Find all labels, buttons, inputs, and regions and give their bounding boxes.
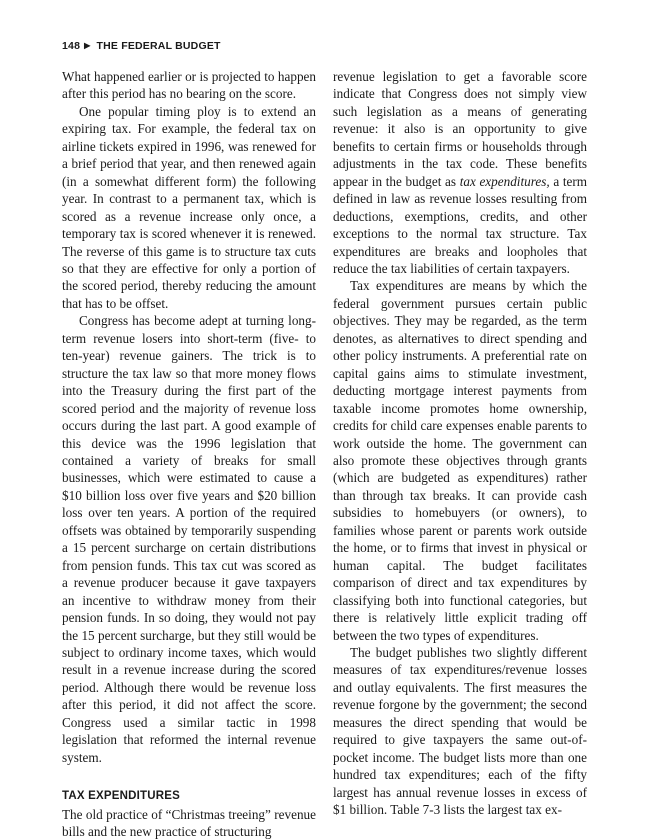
running-header <box>62 40 221 52</box>
arrow-icon: ▶ <box>84 41 91 50</box>
paragraph: The old practice of “Christmas treeing” revenue bills and the new practice of structuring <box>62 806 316 840</box>
page-number: 148 <box>62 40 81 52</box>
running-title: THE FEDERAL BUDGET <box>96 40 221 52</box>
paragraph: Congress has become adept at turning long-term revenue losers into short-term (five- to ten-year) revenue gainers. The trick is to structure the tax law so that more money flows into the Treasury during the first part of the scored period and the majority of revenue loss occurs during the last part. A good example of this device was the 1996 legislation that contained a variety of breaks for small businesses, which were estimated to cause a $10 billion loss over five years and $20 billion loss over ten years. A portion of the required offsets was obtained by temporarily suspending a 15 percent surcharge on certain distributions from pension funds. This tax cut was scored as a revenue producer because it gave taxpayers an incentive to withdraw money from their pension funds. In so doing, they would not pay the 15 percent surcharge, but they still would be subject to ordinary income taxes, which would result in a revenue increase during the scored period. Although there would be revenue loss after this period, it did not affect the score. Congress used a similar tactic in 1998 legislation that reformed the internal revenue system. <box>62 313 316 765</box>
left-column <box>62 68 316 840</box>
paragraph: What happened earlier or is projected to happen after this period has no bearing on the score. <box>62 69 316 102</box>
text-run: a term defined in law as revenue losses resulting from deductions, exemptions, credits, and other exceptions to the normal tax structure. Tax expenditures are breaks and loopholes that reduce the tax liabilities of certain taxpayers. <box>333 173 587 276</box>
paragraph: The budget publishes two slightly different measures of tax expenditures/revenue losses and outlay equivalents. The first measures the revenue forgone by the government; the second measures the direct spending that would be required to give taxpayers the same out-of-pocket income. The budget lists more than one hundred tax expenditures; each of the fifty largest has annual revenue losses in excess of $1 billion. Table 7-3 lists the largest tax ex- <box>333 644 587 818</box>
emphasized-term: tax expenditures, <box>459 173 550 189</box>
paragraph: Tax expenditures are means by which the federal government pursues certain public objectives. They may be regarded, as the term denotes, as alternatives to direct spending and other policy instruments. A preferential rate on capital gains aims to stimulate investment, deducting mortgage interest payments from taxable income promotes home ownership, credits for child care expenses enable parents to work outside the home. The government can also promote these objectives through grants (which are budgeted as expenditures) rather than through tax breaks. It can provide cash subsidies to homebuyers (or owners), to families whose parent or parents work outside the home, or to firms that invest in physical or human capital. The budget facilitates comparison of direct and tax expenditures by classifying both into functional categories, but there is relatively little explicit trading off between the two types of expenditures. <box>333 278 587 643</box>
paragraph <box>333 68 587 277</box>
paragraph: One popular timing ploy is to extend an expiring tax. For example, the federal tax on airline tickets expired in 1996, was renewed for a brief period that year, and then renewed again (in a somewhat different form) the following year. In contrast to a permanent tax, which is scored as a revenue increase only once, a temporary tax is scored whenever it is renewed. The reverse of this game is to structure tax cuts so that they are effective for only a portion of the scored period, thereby reducing the amount that has to be offset. <box>62 103 316 311</box>
text-run: revenue legislation to get a favorable score indicate that Congress does not simply view such legislation as a means of generating revenue: it also is an opportunity to give benefits to certain firms or households through adjustments in the tax code. These benefits appear in the budget as <box>333 69 587 189</box>
right-column <box>333 68 587 818</box>
section-heading: TAX EXPENDITURES <box>62 790 181 803</box>
